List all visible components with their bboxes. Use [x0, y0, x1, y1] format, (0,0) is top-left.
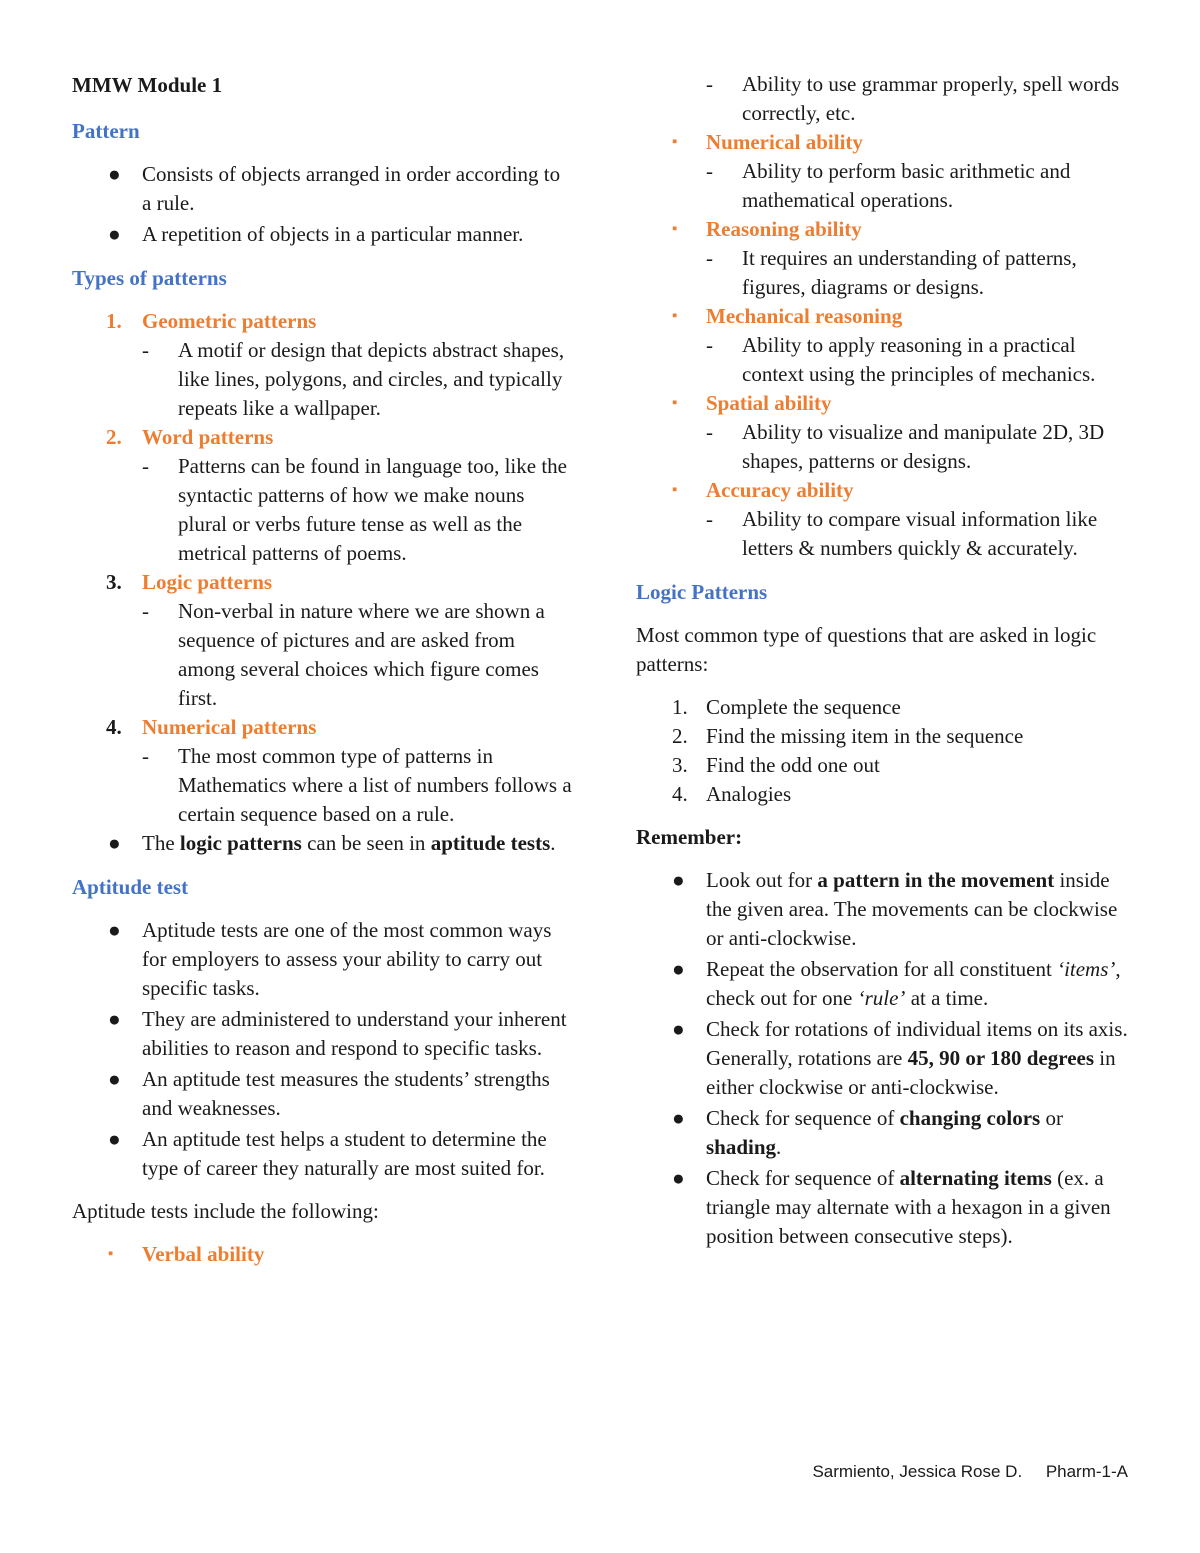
bullet-marker: ● — [108, 831, 121, 855]
ability-name: Mechanical reasoning — [706, 304, 903, 328]
list-item: ● An aptitude test measures the students’ strengths and weaknesses. — [108, 1067, 550, 1120]
list-item: 1. Geometric patterns - A motif or design that depicts abstract shapes, like lines, polygons, and circles, and typically repeats like a wallpaper. — [106, 309, 565, 420]
list-item: ● Check for sequence of changing colors or shading. — [672, 1106, 1063, 1159]
page-footer — [812, 1462, 1128, 1482]
list-item: ● Aptitude tests are one of the most common ways for employers to assess your ability to carry out specific tasks. — [108, 918, 552, 1000]
bullet-marker: ● — [672, 957, 685, 981]
ability-name: Accuracy ability — [706, 478, 854, 502]
list-item: ● Check for sequence of alternating items (ex. a triangle may alternate with a hexagon in a given position between consecutive steps). — [672, 1166, 1111, 1248]
list-item: ● Look out for a pattern in the movement inside the given area. The movements can be clockwise or anti-clockwise. — [672, 868, 1118, 950]
abilities-list-start — [72, 1240, 572, 1269]
ability-name: Verbal ability — [142, 1242, 265, 1266]
list-item — [72, 1240, 572, 1269]
aptitude-heading: Aptitude test — [72, 875, 189, 899]
type-name: Word patterns — [142, 425, 274, 449]
type-name: Geometric patterns — [142, 309, 317, 333]
square-marker: ▪ — [672, 482, 678, 498]
section-label: Pharm-1-A — [1045, 1462, 1128, 1481]
square-marker: ▪ — [672, 134, 678, 150]
type-description: The most common type of patterns in Mathematics where a list of numbers follows a certain sequence based on a rule. — [178, 744, 572, 826]
ability-description: Ability to perform basic arithmetic and mathematical operations. — [742, 159, 1071, 212]
pattern-list — [72, 160, 572, 249]
bullet-marker: ● — [108, 1007, 121, 1031]
square-marker: ▪ — [672, 395, 678, 411]
ability-name: Spatial ability — [706, 391, 832, 415]
ability-description: Ability to use grammar properly, spell words correctly, etc. — [742, 72, 1120, 125]
bullet-marker: ● — [108, 918, 121, 942]
ability-description: Ability to compare visual information like letters & numbers quickly & accurately. — [742, 507, 1098, 560]
list-item: ● Consists of objects arranged in order according to a rule. — [108, 162, 561, 215]
list-item: 4. Analogies — [672, 782, 792, 806]
list-item: - Ability to use grammar properly, spell words correctly, etc. — [706, 72, 1120, 125]
ability-description: Ability to visualize and manipulate 2D, 3D shapes, patterns or designs. — [742, 420, 1105, 473]
right-column — [636, 70, 1136, 1265]
bullet-marker: ● — [672, 868, 685, 892]
list-item: ● The logic patterns can be seen in aptitude tests. — [72, 829, 572, 858]
square-marker: ▪ — [672, 221, 678, 237]
square-marker: ▪ — [108, 1246, 114, 1262]
list-item: 1. Complete the sequence — [672, 695, 901, 719]
type-description: Non-verbal in nature where we are shown a sequence of pictures and are asked from among several choices which figure comes first. — [178, 599, 545, 710]
list-item: ● Check for rotations of individual items on its axis. Generally, rotations are 45, 90 or 180 degrees in either clockwise or anti-clockwise. — [672, 1017, 1128, 1099]
type-name: Logic patterns — [142, 570, 273, 594]
bullet-marker: ● — [108, 222, 121, 246]
list-item: ▪ Reasoning ability - It requires an understanding of patterns, figures, diagrams or designs. — [672, 217, 1077, 299]
list-item: ● Repeat the observation for all constituent ‘items’, check out for one ‘rule’ at a time. — [672, 957, 1121, 1010]
bullet-marker: ● — [672, 1017, 685, 1041]
list-item: ▪ Accuracy ability - Ability to compare visual information like letters & numbers quickly & accurately. — [672, 478, 1098, 560]
logic-patterns-heading: Logic Patterns — [636, 580, 768, 604]
list-item: ▪ Spatial ability - Ability to visualize and manipulate 2D, 3D shapes, patterns or designs. — [672, 391, 1105, 473]
bullet-marker: ● — [672, 1106, 685, 1130]
type-description: Patterns can be found in language too, like the syntactic patterns of how we make nouns plural or verbs future tense as well as the metrical patterns of poems. — [178, 454, 567, 565]
type-description: A motif or design that depicts abstract shapes, like lines, polygons, and circles, and typically repeats like a wallpaper. — [178, 338, 565, 420]
bullet-marker: ● — [108, 1127, 121, 1151]
types-heading: Types of patterns — [72, 266, 227, 290]
ability-name: Reasoning ability — [706, 217, 862, 241]
abilities-list — [636, 70, 1136, 563]
list-item: ▪ Mechanical reasoning - Ability to apply reasoning in a practical context using the principles of mechanics. — [672, 304, 1096, 386]
aptitude-include-text: Aptitude tests include the following: — [72, 1199, 379, 1223]
remember-list — [636, 866, 1136, 1251]
list-item: 3. Find the odd one out — [672, 753, 880, 777]
author-name: Sarmiento, Jessica Rose D. — [812, 1462, 1023, 1481]
logic-questions-list — [636, 693, 1136, 809]
list-item: 4. Numerical patterns - The most common type of patterns in Mathematics where a list of numbers follows a certain sequence based on a rule. — [106, 715, 572, 826]
bullet-marker: ● — [108, 1067, 121, 1091]
pattern-heading: Pattern — [72, 119, 140, 143]
list-item: ▪ Numerical ability - Ability to perform basic arithmetic and mathematical operations. — [672, 130, 1071, 212]
bullet-marker: ● — [108, 162, 121, 186]
ability-description: It requires an understanding of patterns, figures, diagrams or designs. — [742, 246, 1077, 299]
remember-heading: Remember: — [636, 825, 743, 849]
page-title: MMW Module 1 — [72, 73, 223, 97]
list-item: ● An aptitude test helps a student to determine the type of career they naturally are most suited for. — [108, 1127, 547, 1180]
left-column — [72, 70, 572, 1283]
ability-name: Numerical ability — [706, 130, 863, 154]
types-note-list — [72, 829, 572, 858]
ability-description: Ability to apply reasoning in a practical context using the principles of mechanics. — [742, 333, 1096, 386]
types-list — [72, 307, 572, 829]
bullet-marker: ● — [672, 1166, 685, 1190]
square-marker: ▪ — [672, 308, 678, 324]
list-item: 3. Logic patterns - Non-verbal in nature where we are shown a sequence of pictures and are asked from among several choices which figure comes first. — [106, 570, 545, 710]
list-item: ● They are administered to understand your inherent abilities to reason and respond to specific tasks. — [108, 1007, 567, 1060]
list-item: 2. Find the missing item in the sequence — [672, 724, 1024, 748]
list-item: ● A repetition of objects in a particular manner. — [72, 220, 572, 249]
aptitude-list — [72, 916, 572, 1183]
list-item: 2. Word patterns - Patterns can be found in language too, like the syntactic patterns of how we make nouns plural or verbs future tense as well as the metrical patterns of poems. — [106, 425, 567, 565]
type-name: Numerical patterns — [142, 715, 317, 739]
logic-intro: Most common type of questions that are asked in logic patterns: — [636, 623, 1097, 676]
